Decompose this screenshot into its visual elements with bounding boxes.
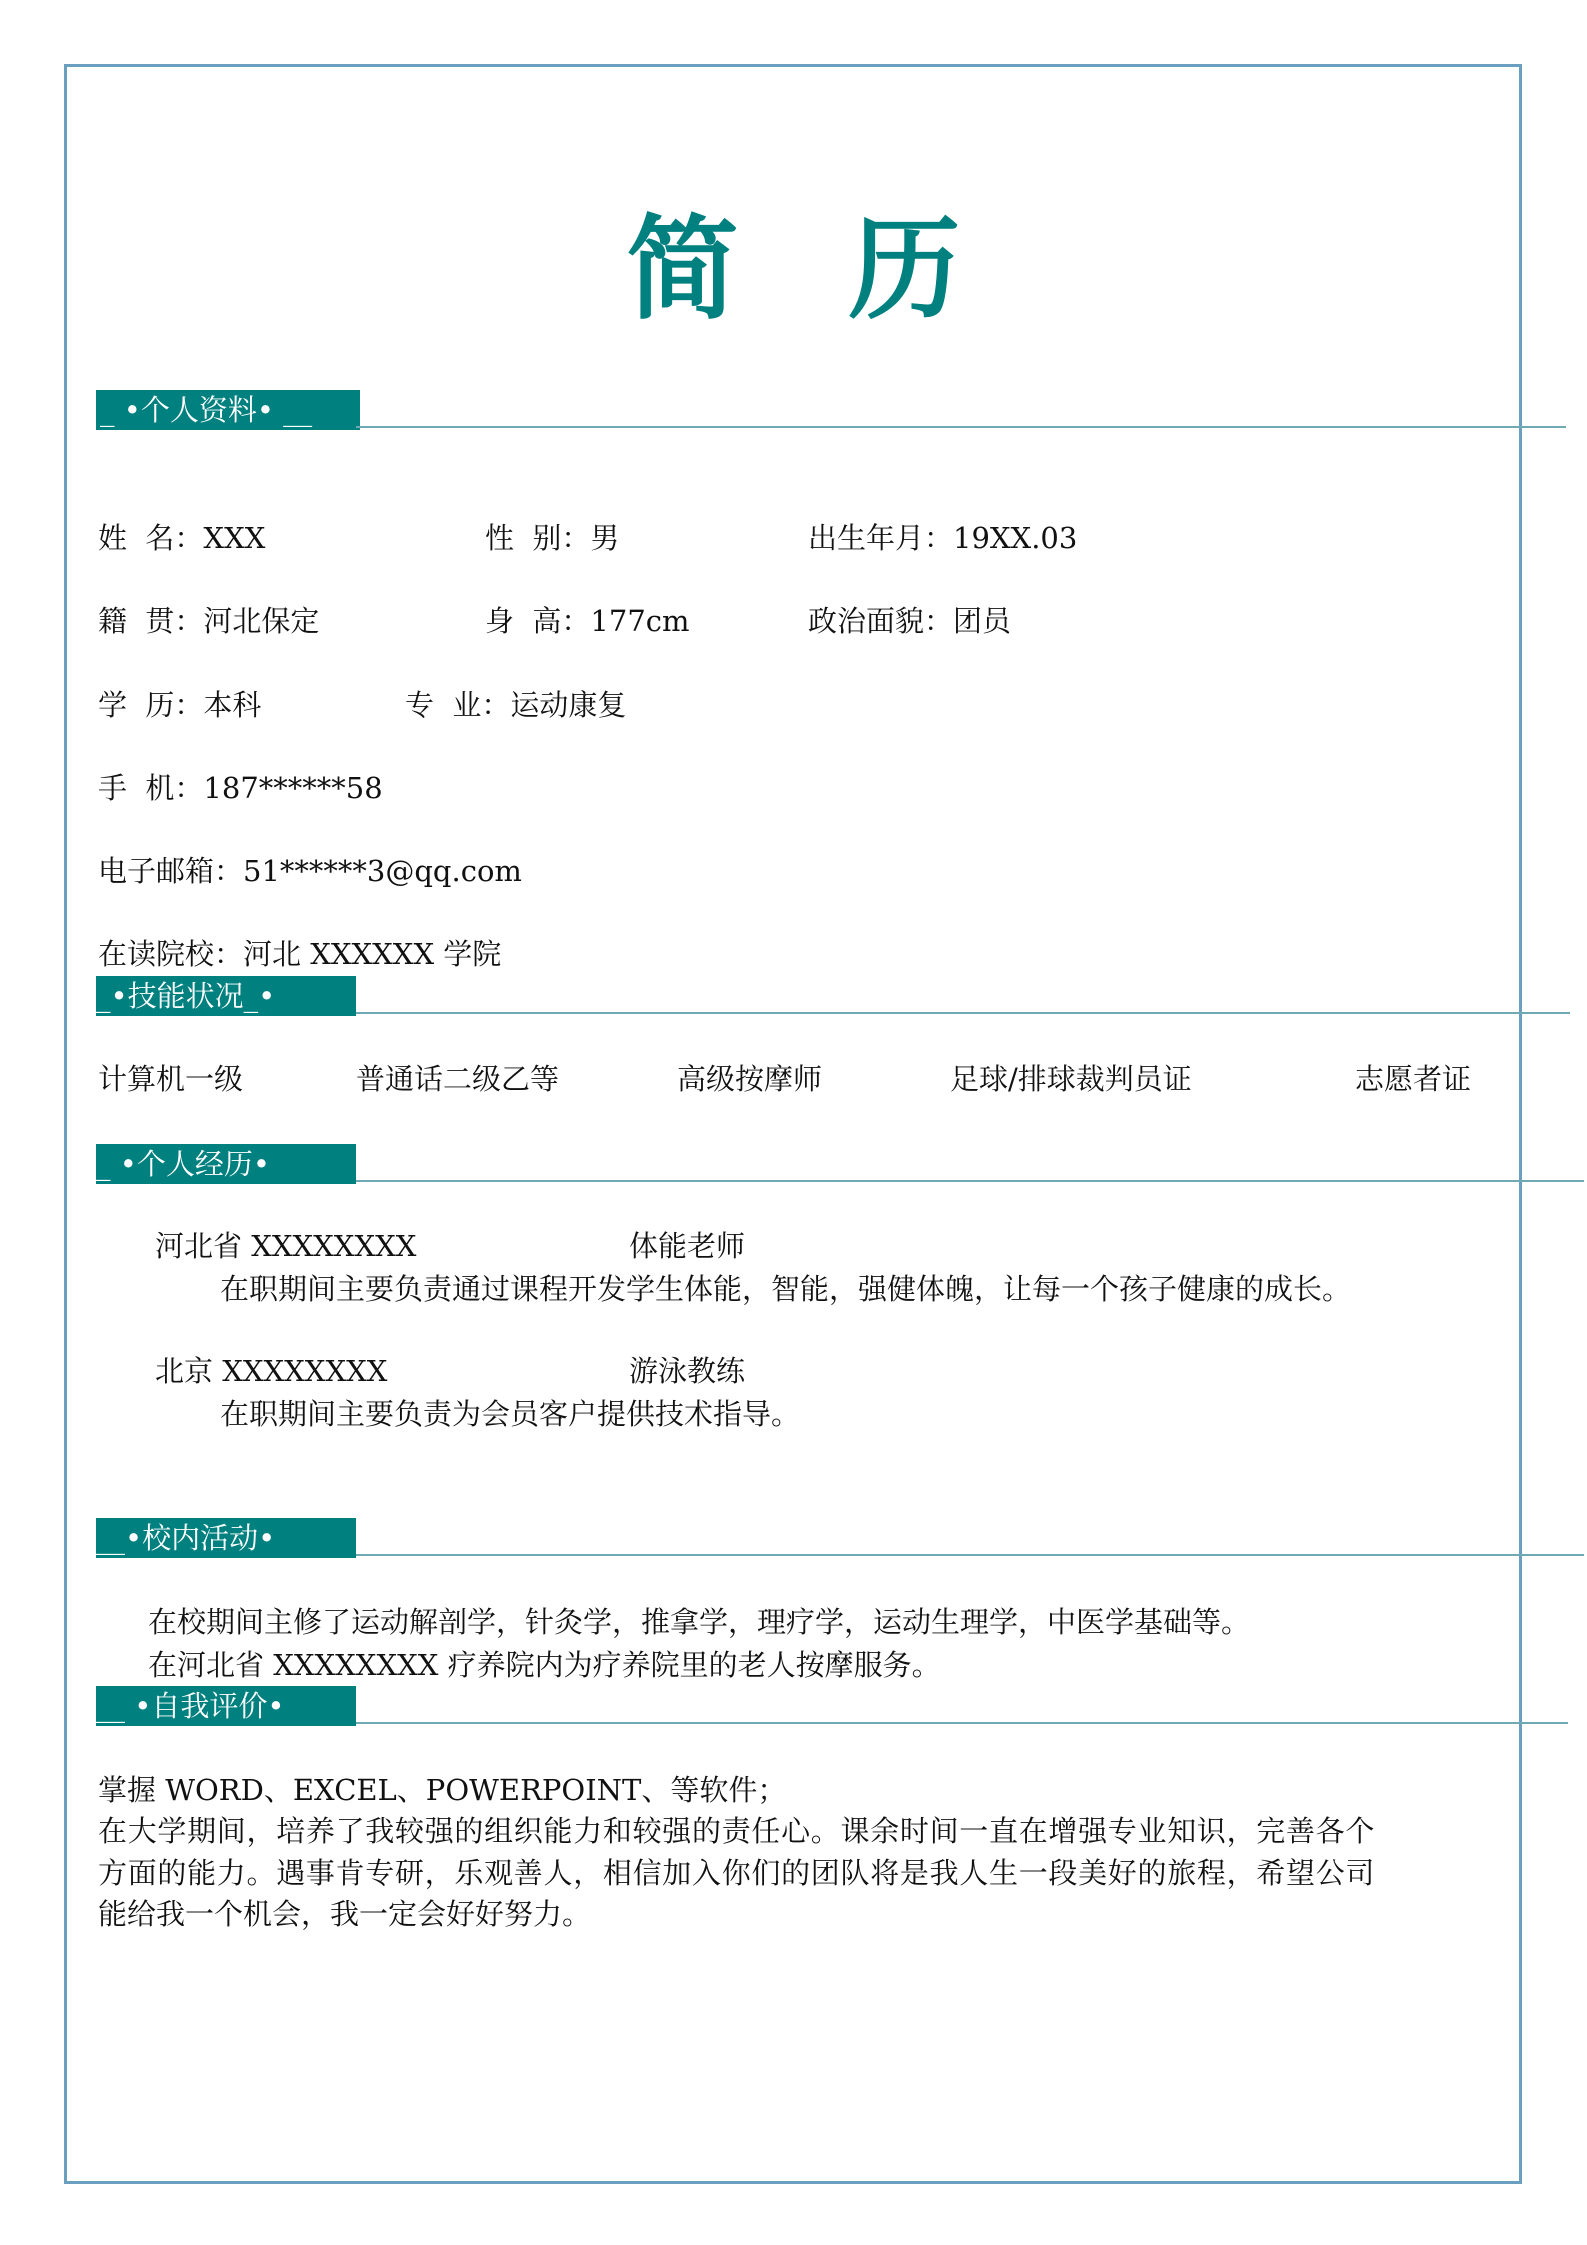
- field-height: 身 高：177cm: [485, 604, 690, 638]
- skill-item: 高级按摩师: [677, 1062, 823, 1096]
- experience-role: 体能老师: [629, 1229, 746, 1263]
- section-divider: [356, 1180, 1584, 1182]
- field-major: 专 业：运动康复: [405, 688, 627, 722]
- field-school: 在读院校：河北 XXXXXX 学院: [98, 937, 502, 971]
- field-email: 电子邮箱：51******3@qq.com: [98, 854, 522, 888]
- section-label: _ •个人资料• __: [96, 390, 360, 430]
- campus-line: 在校期间主修了运动解剖学，针灸学，推拿学，理疗学，运动生理学，中医学基础等。: [148, 1605, 1251, 1639]
- section-divider: [356, 1554, 1584, 1556]
- field-education: 学 历：本科: [98, 688, 262, 722]
- experience-place: 河北省 XXXXXXXX: [155, 1229, 417, 1263]
- self-line: 方面的能力。遇事肯专研，乐观善人，相信加入你们的团队将是我人生一段美好的旅程，希望公司: [98, 1856, 1376, 1890]
- field-origin: 籍 贯：河北保定: [98, 604, 320, 638]
- experience-desc: 在职期间主要负责通过课程开发学生体能，智能，强健体魄，让每一个孩子健康的成长。: [220, 1272, 1352, 1306]
- skill-item: 足球/排球裁判员证: [950, 1062, 1192, 1096]
- section-divider: [356, 1722, 1568, 1724]
- section-divider: [356, 426, 1566, 428]
- section-label: _•技能状况_•: [96, 976, 356, 1016]
- field-politics: 政治面貌：团员: [808, 604, 1012, 638]
- page-title: 简历: [626, 204, 1071, 335]
- skill-item: 计算机一级: [98, 1062, 244, 1096]
- section-divider: [356, 1012, 1570, 1014]
- section-label: __•校内活动•: [96, 1518, 356, 1558]
- section-label: __ •自我评价•: [96, 1686, 356, 1726]
- self-line: 能给我一个机会，我一定会好好努力。: [98, 1897, 592, 1931]
- field-gender: 性 别：男: [485, 521, 620, 555]
- experience-desc: 在职期间主要负责为会员客户提供技术指导。: [220, 1397, 801, 1431]
- section-label: _ •个人经历•: [96, 1144, 356, 1184]
- experience-role: 游泳教练: [629, 1354, 746, 1388]
- field-name: 姓 名：XXX: [98, 521, 266, 555]
- self-line: 在大学期间，培养了我较强的组织能力和较强的责任心。课余时间一直在增强专业知识，完善各个: [98, 1814, 1376, 1848]
- skill-item: 普通话二级乙等: [356, 1062, 560, 1096]
- skill-item: 志愿者证: [1355, 1062, 1472, 1096]
- self-line: 掌握 WORD、EXCEL、POWERPOINT、等软件；: [98, 1773, 787, 1807]
- experience-place: 北京 XXXXXXXX: [155, 1354, 388, 1388]
- field-birth: 出生年月：19XX.03: [808, 521, 1078, 555]
- campus-line: 在河北省 XXXXXXXX 疗养院内为疗养院里的老人按摩服务。: [148, 1648, 941, 1682]
- field-phone: 手 机：187******58: [98, 771, 383, 805]
